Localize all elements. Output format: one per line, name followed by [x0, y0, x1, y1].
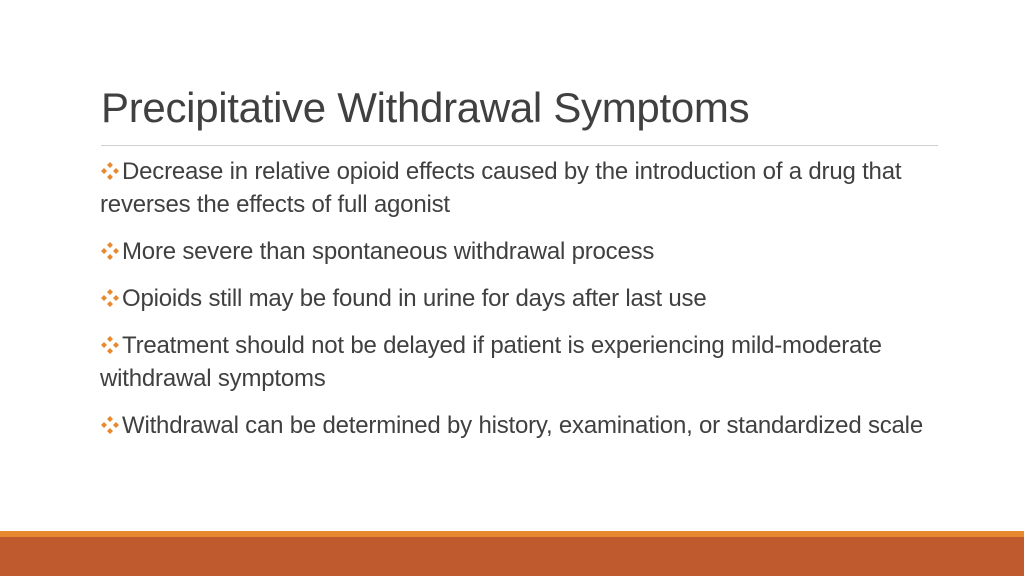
diamond-bullet-icon [100, 415, 120, 435]
bullet-item [96, 329, 926, 395]
bullet-item [96, 235, 926, 268]
bullet-item [96, 282, 926, 315]
slide-title: Precipitative Withdrawal Symptoms [101, 84, 750, 131]
bullet-text: Withdrawal can be determined by history, examination, or standardized scale [122, 412, 923, 439]
diamond-bullet-icon [100, 161, 120, 181]
bullet-list [96, 155, 926, 456]
bullet-text: Opioids still may be found in urine for days after last use [122, 285, 707, 312]
diamond-bullet-icon [100, 241, 120, 261]
diamond-bullet-icon [100, 288, 120, 308]
bullet-text: Treatment should not be delayed if patient is experiencing mild-moderate withdrawal symptoms [100, 332, 882, 392]
bullet-text: More severe than spontaneous withdrawal process [122, 238, 655, 265]
bullet-text: Decrease in relative opioid effects caused by the introduction of a drug that reverses the effects of full agonist [100, 158, 902, 218]
bullet-item [96, 155, 926, 221]
diamond-bullet-icon [100, 335, 120, 355]
title-divider [101, 145, 938, 146]
footer-bar [0, 537, 1024, 576]
bullet-item [96, 409, 926, 442]
